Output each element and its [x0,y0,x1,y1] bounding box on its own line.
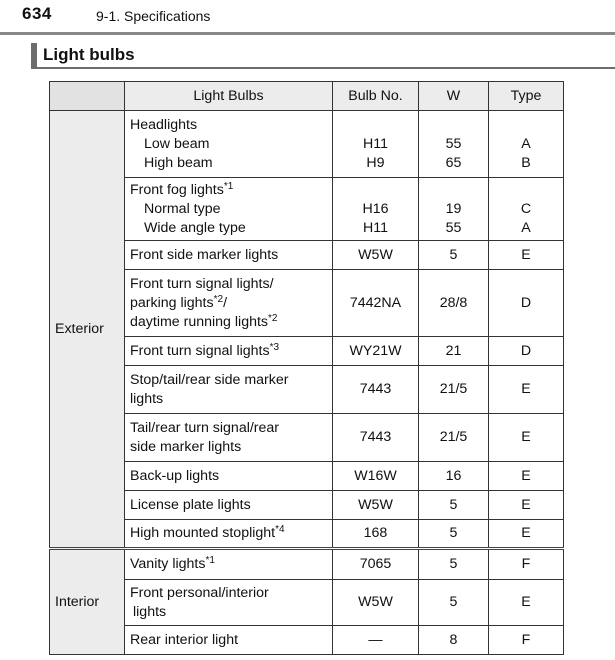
bulb-name-cell [125,337,333,366]
table-row [50,491,564,520]
bulb-type: F [489,626,564,655]
footnote-mark: *4 [275,524,285,535]
type-cell [489,111,564,178]
bulb-name-line: lights [130,390,164,407]
bulb-name-line: Front turn signal lights/ [130,275,274,292]
bulb-type: C [520,200,532,217]
bulb-subtype: High beam [144,154,213,171]
footnote-mark: *2 [268,312,278,324]
footnote-mark: *1 [205,555,215,566]
table-row [50,414,564,462]
group-label-exterior: Exterior [50,111,125,549]
bulb-subtype: Wide angle type [144,219,246,236]
bulb-name-line: Front personal/interior [130,584,269,601]
bulb-name-text: Front fog lights [130,181,224,198]
bulb-name: License plate lights [125,491,333,520]
table-row [50,549,564,580]
table-row [50,462,564,491]
bulb-type: E [489,580,564,626]
wattage: 16 [419,462,489,491]
wattage: 65 [445,154,462,171]
table-row [50,366,564,414]
bulb-type: A [521,135,531,152]
bulb-name-cell [125,580,333,626]
wattage: 21/5 [419,414,489,462]
column-header-type: Type [489,82,564,111]
type-cell [489,178,564,241]
bulb-name: Headlights [130,116,198,133]
bulb-name-line: Tail/rear turn signal/rear [130,419,280,436]
chapter-title: 9-1. Specifications [96,8,211,24]
wattage-cell [419,111,489,178]
wattage: 5 [419,520,489,549]
bulb-number-cell [333,111,419,178]
bulb-name-text: daytime running lights [130,313,269,330]
bulb-name: Rear interior light [125,626,333,655]
bulb-name-line: lights [133,603,167,620]
bulb-type: E [489,414,564,462]
bulb-name-line [130,294,327,313]
bulb-type: E [489,491,564,520]
table-row [50,178,564,241]
bulb-number: W5W [333,580,419,626]
bulb-name: Back-up lights [125,462,333,491]
column-header-w: W [419,82,489,111]
wattage: 28/8 [419,270,489,337]
table-row [50,337,564,366]
wattage: 19 [445,200,462,217]
table-row [50,111,564,178]
wattage: 55 [445,135,462,152]
page-number: 634 [22,4,52,23]
bulb-number: 7442NA [333,270,419,337]
bulb-number: W16W [333,462,419,491]
bulb-type: E [489,366,564,414]
bulb-subtype: Normal type [144,200,221,217]
footnote-mark: *2 [213,293,224,305]
bulb-name [130,181,327,200]
table-row [50,626,564,655]
bulb-name-cell [125,178,333,241]
section-heading [31,43,615,69]
bulb-type: D [489,337,564,366]
bulb-number: 7443 [333,366,419,414]
bulb-type: E [489,241,564,270]
bulb-type: B [521,154,531,171]
bulb-name-cell [125,549,333,580]
wattage: 21 [419,337,489,366]
table-row [50,270,564,337]
light-bulbs-table [49,81,564,655]
header-corner-cell [50,82,125,111]
bulb-name-cell [125,414,333,462]
table-row [50,520,564,549]
bulb-number: W5W [333,241,419,270]
bulb-name-line [130,313,327,332]
bulb-number: 7443 [333,414,419,462]
footnote-mark: *1 [223,180,234,192]
wattage: 5 [419,580,489,626]
table-row [50,241,564,270]
footnote-mark: *3 [269,341,280,353]
bulb-name-cell [125,270,333,337]
bulb-type: D [489,270,564,337]
bulb-type: E [489,520,564,549]
wattage: 5 [419,491,489,520]
bulb-name-cell [125,366,333,414]
bulb-name-cell [125,520,333,549]
bulb-subtype: Low beam [144,135,210,152]
wattage: 21/5 [419,366,489,414]
bulb-name: Front side marker lights [125,241,333,270]
column-header-light-bulbs: Light Bulbs [125,82,333,111]
bulb-name-line: side marker lights [130,438,242,455]
bulb-type: A [521,219,531,236]
bulb-name: Vanity lights [130,556,206,572]
column-header-bulb-no: Bulb No. [333,82,419,111]
bulb-number: H16 [362,200,389,217]
section-marker [31,43,37,67]
wattage: 5 [419,241,489,270]
table-row [50,580,564,626]
bulb-number: 7065 [333,549,419,580]
bulb-number: 168 [333,520,419,549]
bulb-name: Front turn signal lights [130,342,270,359]
wattage: 55 [445,219,462,236]
table-header-row [50,82,564,111]
bulb-number: H11 [363,135,388,152]
bulb-name-text: parking lights [130,294,214,311]
bulb-number: H9 [366,154,385,171]
group-label-interior: Interior [50,549,125,655]
bulb-name-line: Stop/tail/rear side marker [130,371,289,388]
bulb-number: W5W [333,491,419,520]
bulb-number-cell [333,178,419,241]
section-title: Light bulbs [43,45,135,64]
bulb-number: H11 [363,219,388,236]
bulb-number: — [333,626,419,655]
header-rule [0,32,615,35]
bulb-name-text: / [223,294,228,311]
wattage-cell [419,178,489,241]
bulb-name-cell [125,111,333,178]
bulb-type: F [489,549,564,580]
bulb-name: High mounted stoplight [130,525,276,541]
bulb-number: WY21W [333,337,419,366]
wattage: 8 [419,626,489,655]
bulb-type: E [489,462,564,491]
wattage: 5 [419,549,489,580]
